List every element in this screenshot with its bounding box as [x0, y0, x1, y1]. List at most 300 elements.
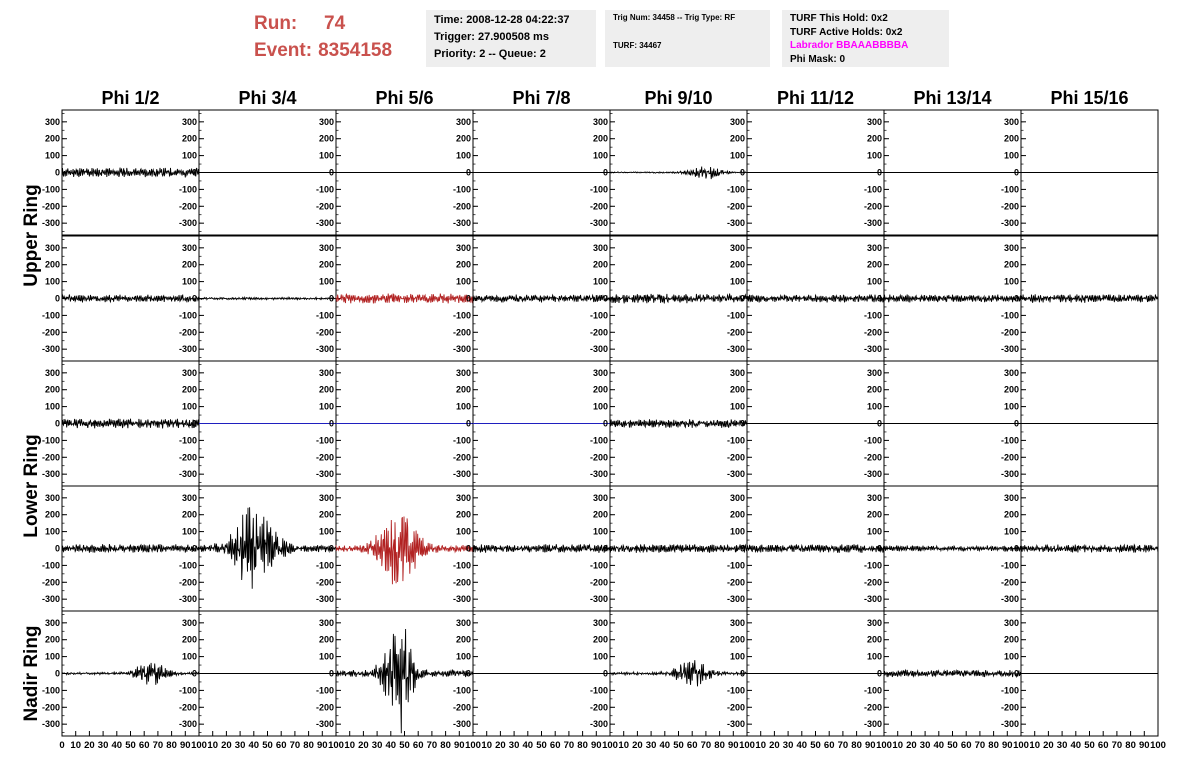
waveform-panel	[42, 611, 199, 736]
y-tick-label: -300	[178, 594, 197, 605]
waveform-panel	[590, 236, 747, 361]
x-tick-label: 40	[659, 740, 671, 751]
x-tick-label: 90	[317, 740, 328, 751]
x-tick-label: 10	[892, 740, 903, 751]
y-tick-label: -300	[863, 594, 882, 605]
y-tick-label: 300	[1003, 242, 1019, 253]
x-tick-label: 10	[618, 740, 629, 751]
y-tick-label: -300	[863, 469, 882, 480]
y-tick-label: 200	[455, 634, 471, 645]
y-tick-label: -200	[726, 452, 745, 463]
column-title: Phi 13/14	[913, 88, 992, 108]
x-tick-label: 90	[1002, 740, 1013, 751]
y-tick-label: -200	[1000, 452, 1019, 463]
waveform-panel	[42, 110, 199, 235]
x-tick-label: 90	[454, 740, 465, 751]
trig-num-text: Trig Num: 34458 -- Trig Type: RF	[613, 13, 736, 22]
x-tick-label: 50	[810, 740, 821, 751]
y-tick-label: 100	[455, 401, 471, 412]
x-tick-label: 0	[59, 740, 65, 751]
waveform-panel	[1001, 361, 1158, 486]
y-tick-label: -300	[178, 344, 197, 355]
waveform-panel	[316, 361, 473, 486]
x-tick-label: 100	[328, 740, 344, 751]
y-tick-label: -200	[41, 452, 60, 463]
y-tick-label: -200	[863, 452, 882, 463]
y-tick-label: -300	[452, 469, 471, 480]
waveform-panel	[453, 486, 610, 611]
y-tick-label: -200	[1000, 702, 1019, 713]
y-tick-label: -100	[315, 435, 334, 446]
x-tick-label: 90	[728, 740, 739, 751]
y-tick-label: 200	[866, 384, 882, 395]
y-tick-label: 200	[866, 509, 882, 520]
y-tick-label: 100	[729, 401, 745, 412]
y-tick-label: -100	[41, 560, 60, 571]
y-tick-label: -300	[452, 594, 471, 605]
y-tick-label: -300	[1000, 469, 1019, 480]
event-label: Event:	[254, 40, 313, 61]
y-tick-label: 200	[1003, 259, 1019, 270]
y-tick-label: 0	[602, 293, 608, 304]
waveform-panel	[1001, 486, 1158, 611]
y-tick-label: -200	[315, 577, 334, 588]
y-tick-label: 200	[455, 509, 471, 520]
x-tick-label: 50	[262, 740, 273, 751]
y-tick-label: 100	[44, 150, 60, 161]
y-tick-label: -300	[452, 719, 471, 730]
y-tick-label: 100	[44, 526, 60, 537]
y-tick-label: -200	[726, 702, 745, 713]
waveform-panel	[1001, 611, 1158, 736]
y-tick-label: -100	[863, 685, 882, 696]
y-tick-label: 100	[181, 526, 197, 537]
waveform-panel	[453, 611, 610, 736]
y-tick-label: -200	[863, 577, 882, 588]
waveform-panel	[316, 611, 473, 736]
y-tick-label: 0	[191, 668, 197, 679]
y-tick-label: 300	[318, 617, 334, 628]
y-tick-label: -300	[41, 594, 60, 605]
y-tick-label: 200	[592, 133, 608, 144]
waveform-panel	[864, 110, 1021, 235]
y-tick-label: -200	[178, 327, 197, 338]
waveform-panel	[727, 236, 884, 361]
waveform-panel	[453, 236, 610, 361]
y-tick-label: 0	[1013, 668, 1019, 679]
y-tick-label: -300	[178, 719, 197, 730]
x-tick-label: 60	[1097, 740, 1109, 751]
x-tick-label: 20	[84, 740, 95, 751]
y-tick-label: 300	[729, 116, 745, 127]
y-tick-label: 300	[44, 492, 60, 503]
y-tick-label: -200	[452, 201, 471, 212]
y-tick-label: 200	[181, 509, 197, 520]
y-tick-label: -300	[1000, 344, 1019, 355]
y-tick-label: -200	[315, 201, 334, 212]
x-tick-label: 40	[248, 740, 260, 751]
y-tick-label: -100	[178, 184, 197, 195]
waveform-trace	[610, 660, 747, 686]
x-tick-label: 70	[1111, 740, 1123, 751]
y-tick-label: 100	[1003, 526, 1019, 537]
y-tick-label: -200	[178, 452, 197, 463]
x-tick-label: 100	[1150, 740, 1166, 751]
y-tick-label: -300	[452, 344, 471, 355]
y-tick-label: 300	[1003, 617, 1019, 628]
x-tick-label: 50	[399, 740, 410, 751]
y-tick-label: -200	[863, 327, 882, 338]
y-tick-label: 200	[318, 509, 334, 520]
y-tick-label: -100	[1000, 685, 1019, 696]
y-tick-label: 300	[866, 116, 882, 127]
y-tick-label: 0	[54, 167, 60, 178]
y-tick-label: -300	[589, 719, 608, 730]
y-tick-label: 0	[1013, 293, 1019, 304]
y-tick-label: -200	[315, 327, 334, 338]
waveform-trace	[610, 419, 747, 428]
y-tick-label: -300	[178, 469, 197, 480]
x-tick-label: 20	[1043, 740, 1054, 751]
y-tick-label: -200	[41, 201, 60, 212]
y-tick-label: 300	[592, 492, 608, 503]
y-tick-label: 200	[729, 634, 745, 645]
y-tick-label: -300	[726, 469, 745, 480]
x-tick-label: 90	[591, 740, 602, 751]
waveform-panel	[864, 611, 1021, 736]
x-tick-label: 50	[673, 740, 684, 751]
waveform-panel	[453, 361, 610, 486]
y-tick-label: 200	[455, 384, 471, 395]
x-tick-label: 20	[358, 740, 369, 751]
y-tick-label: -300	[178, 218, 197, 229]
y-tick-label: -100	[726, 435, 745, 446]
y-tick-label: 200	[181, 384, 197, 395]
y-tick-label: -200	[41, 327, 60, 338]
y-tick-label: 0	[328, 293, 334, 304]
waveform-panel	[590, 110, 747, 235]
waveform-trace	[747, 295, 884, 303]
y-tick-label: 200	[592, 509, 608, 520]
y-tick-label: 300	[1003, 116, 1019, 127]
y-tick-label: -200	[452, 327, 471, 338]
y-tick-label: 0	[602, 668, 608, 679]
y-tick-label: 100	[592, 401, 608, 412]
y-tick-label: 200	[1003, 384, 1019, 395]
waveform-panel	[727, 611, 884, 736]
y-tick-label: -200	[589, 452, 608, 463]
y-tick-label: 200	[44, 509, 60, 520]
y-tick-label: 100	[866, 276, 882, 287]
y-tick-label: 100	[318, 526, 334, 537]
waveform-panel	[179, 486, 336, 611]
ring-label: Nadir Ring	[21, 625, 42, 722]
waveform-trace	[473, 544, 610, 553]
x-tick-label: 80	[851, 740, 862, 751]
y-tick-label: 100	[455, 276, 471, 287]
y-tick-label: 100	[318, 651, 334, 662]
y-tick-label: -100	[178, 685, 197, 696]
waveform-panel	[42, 236, 199, 361]
y-tick-label: 100	[866, 150, 882, 161]
x-tick-label: 50	[536, 740, 547, 751]
waveform-trace	[884, 295, 1021, 303]
y-tick-label: 0	[465, 543, 471, 554]
waveform-panel	[727, 486, 884, 611]
y-tick-label: 200	[44, 259, 60, 270]
y-tick-label: -100	[452, 560, 471, 571]
priority-text: Priority: 2 -- Queue: 2	[434, 48, 546, 60]
y-tick-label: 0	[191, 167, 197, 178]
y-tick-label: -200	[1000, 327, 1019, 338]
x-tick-label: 10	[755, 740, 766, 751]
y-tick-label: 200	[866, 259, 882, 270]
waveform-trace	[62, 663, 199, 685]
y-tick-label: 200	[181, 259, 197, 270]
waveform-panel	[453, 110, 610, 235]
x-tick-label: 10	[344, 740, 355, 751]
x-tick-label: 60	[549, 740, 561, 751]
y-tick-label: 0	[739, 167, 745, 178]
waveform-panel	[42, 486, 199, 611]
y-tick-label: 300	[1003, 367, 1019, 378]
column-title: Phi 1/2	[101, 88, 160, 108]
y-tick-label: -200	[452, 577, 471, 588]
y-tick-label: 100	[592, 526, 608, 537]
x-tick-label: 100	[191, 740, 207, 751]
y-tick-label: 200	[1003, 634, 1019, 645]
x-tick-label: 30	[508, 740, 520, 751]
y-tick-label: 200	[44, 133, 60, 144]
y-tick-label: 300	[1003, 492, 1019, 503]
x-tick-label: 10	[70, 740, 81, 751]
y-tick-label: 200	[729, 259, 745, 270]
y-tick-label: 100	[44, 651, 60, 662]
x-tick-label: 100	[876, 740, 892, 751]
y-tick-label: 200	[729, 384, 745, 395]
y-tick-label: -300	[452, 218, 471, 229]
y-tick-label: 200	[866, 133, 882, 144]
y-tick-label: 200	[318, 384, 334, 395]
y-tick-label: 100	[44, 401, 60, 412]
y-tick-label: -100	[1000, 560, 1019, 571]
y-tick-label: -100	[1000, 435, 1019, 446]
waveform-panel	[864, 486, 1021, 611]
waveform-trace	[473, 295, 610, 303]
y-tick-label: 300	[729, 242, 745, 253]
y-tick-label: 0	[465, 668, 471, 679]
y-tick-label: -200	[41, 702, 60, 713]
turf-this-hold: TURF This Hold: 0x2	[790, 13, 888, 24]
x-tick-label: 70	[700, 740, 712, 751]
y-tick-label: -200	[589, 201, 608, 212]
y-tick-label: -200	[726, 201, 745, 212]
waveform-trace	[62, 544, 199, 553]
waveform-panel	[179, 236, 336, 361]
y-tick-label: 0	[739, 543, 745, 554]
waveform-panel	[590, 486, 747, 611]
y-tick-label: 100	[181, 651, 197, 662]
waveform-trace	[62, 295, 199, 303]
y-tick-label: 100	[181, 150, 197, 161]
y-tick-label: -100	[452, 685, 471, 696]
y-tick-label: -300	[589, 594, 608, 605]
y-tick-label: -200	[589, 702, 608, 713]
x-tick-label: 10	[481, 740, 492, 751]
x-tick-label: 60	[275, 740, 287, 751]
y-tick-label: -100	[315, 560, 334, 571]
waveform-trace	[884, 543, 1021, 554]
y-tick-label: 0	[465, 418, 471, 429]
phi-mask-text: Phi Mask: 0	[790, 53, 846, 65]
y-tick-label: -100	[589, 184, 608, 195]
waveform-trace	[336, 517, 473, 588]
x-tick-label: 30	[645, 740, 657, 751]
y-tick-label: -200	[726, 577, 745, 588]
y-tick-label: -300	[41, 218, 60, 229]
y-tick-label: -300	[863, 719, 882, 730]
y-tick-label: 300	[729, 492, 745, 503]
y-tick-label: -100	[726, 685, 745, 696]
y-tick-label: 100	[455, 150, 471, 161]
y-tick-label: -300	[41, 344, 60, 355]
waveform-panel	[179, 361, 336, 486]
y-tick-label: 300	[318, 242, 334, 253]
y-tick-label: 100	[1003, 150, 1019, 161]
column-title: Phi 5/6	[375, 88, 434, 108]
y-tick-label: 100	[1003, 651, 1019, 662]
column-title: Phi 9/10	[644, 88, 713, 108]
y-tick-label: 300	[44, 617, 60, 628]
y-tick-label: 100	[866, 526, 882, 537]
trigger-text: Trigger: 27.900508 ms	[434, 31, 549, 43]
y-tick-label: 100	[729, 526, 745, 537]
x-tick-label: 30	[234, 740, 246, 751]
y-tick-label: 100	[181, 401, 197, 412]
x-tick-label: 20	[221, 740, 232, 751]
y-tick-label: 100	[729, 150, 745, 161]
x-tick-label: 20	[769, 740, 780, 751]
y-tick-label: 100	[592, 276, 608, 287]
y-tick-label: 100	[866, 401, 882, 412]
y-tick-label: -300	[589, 218, 608, 229]
y-tick-label: 300	[866, 617, 882, 628]
y-tick-label: 300	[318, 492, 334, 503]
y-tick-label: -100	[452, 310, 471, 321]
y-tick-label: 0	[602, 543, 608, 554]
y-tick-label: 0	[1013, 418, 1019, 429]
y-tick-label: 100	[318, 150, 334, 161]
y-tick-label: -200	[863, 201, 882, 212]
y-tick-label: -300	[726, 344, 745, 355]
y-tick-label: -200	[178, 702, 197, 713]
y-tick-label: 100	[44, 276, 60, 287]
x-tick-label: 70	[426, 740, 438, 751]
y-tick-label: 0	[876, 167, 882, 178]
y-tick-label: 300	[318, 367, 334, 378]
x-tick-label: 40	[385, 740, 397, 751]
y-tick-label: -300	[863, 218, 882, 229]
y-tick-label: -300	[41, 719, 60, 730]
y-tick-label: -200	[178, 201, 197, 212]
x-tick-label: 30	[919, 740, 931, 751]
y-tick-label: 100	[592, 651, 608, 662]
y-tick-label: -200	[41, 577, 60, 588]
y-tick-label: 200	[318, 259, 334, 270]
y-tick-label: 300	[592, 116, 608, 127]
y-tick-label: 0	[602, 418, 608, 429]
y-tick-label: -100	[589, 685, 608, 696]
column-title: Phi 15/16	[1050, 88, 1129, 108]
x-tick-label: 80	[303, 740, 314, 751]
x-tick-label: 40	[1070, 740, 1082, 751]
column-title: Phi 3/4	[238, 88, 297, 108]
y-tick-label: 300	[318, 116, 334, 127]
y-tick-label: 0	[465, 293, 471, 304]
x-tick-label: 80	[1125, 740, 1136, 751]
y-tick-label: -100	[863, 184, 882, 195]
y-tick-label: 200	[455, 259, 471, 270]
y-tick-label: 0	[54, 543, 60, 554]
y-tick-label: -100	[315, 685, 334, 696]
y-tick-label: -100	[452, 184, 471, 195]
waveform-trace	[610, 167, 747, 180]
y-tick-label: -200	[178, 577, 197, 588]
x-tick-label: 80	[166, 740, 177, 751]
y-tick-label: -300	[315, 344, 334, 355]
y-tick-label: 0	[328, 668, 334, 679]
x-tick-label: 60	[412, 740, 424, 751]
x-tick-label: 40	[111, 740, 123, 751]
y-tick-label: 200	[592, 259, 608, 270]
x-tick-label: 60	[960, 740, 972, 751]
waveform-trace	[1021, 294, 1158, 303]
y-tick-label: -100	[1000, 184, 1019, 195]
x-tick-label: 70	[974, 740, 986, 751]
y-tick-label: 0	[191, 418, 197, 429]
y-tick-label: -200	[1000, 577, 1019, 588]
y-tick-label: 0	[739, 418, 745, 429]
y-tick-label: 100	[866, 651, 882, 662]
x-tick-label: 80	[440, 740, 451, 751]
waveform-trace	[62, 419, 199, 429]
x-tick-label: 100	[1013, 740, 1029, 751]
y-tick-label: 300	[455, 617, 471, 628]
x-tick-label: 30	[782, 740, 794, 751]
y-tick-label: 0	[465, 167, 471, 178]
turf-text: TURF: 34467	[613, 41, 662, 50]
waveform-panel	[316, 236, 473, 361]
y-tick-label: -100	[863, 435, 882, 446]
x-tick-label: 80	[577, 740, 588, 751]
y-tick-label: 300	[181, 492, 197, 503]
y-tick-label: 100	[1003, 276, 1019, 287]
column-title: Phi 7/8	[512, 88, 571, 108]
y-tick-label: 300	[44, 242, 60, 253]
time-text: Time: 2008-12-28 04:22:37	[434, 14, 570, 26]
x-tick-label: 60	[138, 740, 150, 751]
run-label: Run:	[254, 13, 298, 34]
x-tick-label: 60	[823, 740, 835, 751]
y-tick-label: 300	[592, 242, 608, 253]
y-tick-label: 300	[44, 367, 60, 378]
x-tick-label: 70	[563, 740, 575, 751]
y-tick-label: 0	[739, 293, 745, 304]
y-tick-label: -100	[589, 560, 608, 571]
y-tick-label: -300	[315, 218, 334, 229]
x-tick-label: 90	[1139, 740, 1150, 751]
waveform-panel	[179, 110, 336, 235]
